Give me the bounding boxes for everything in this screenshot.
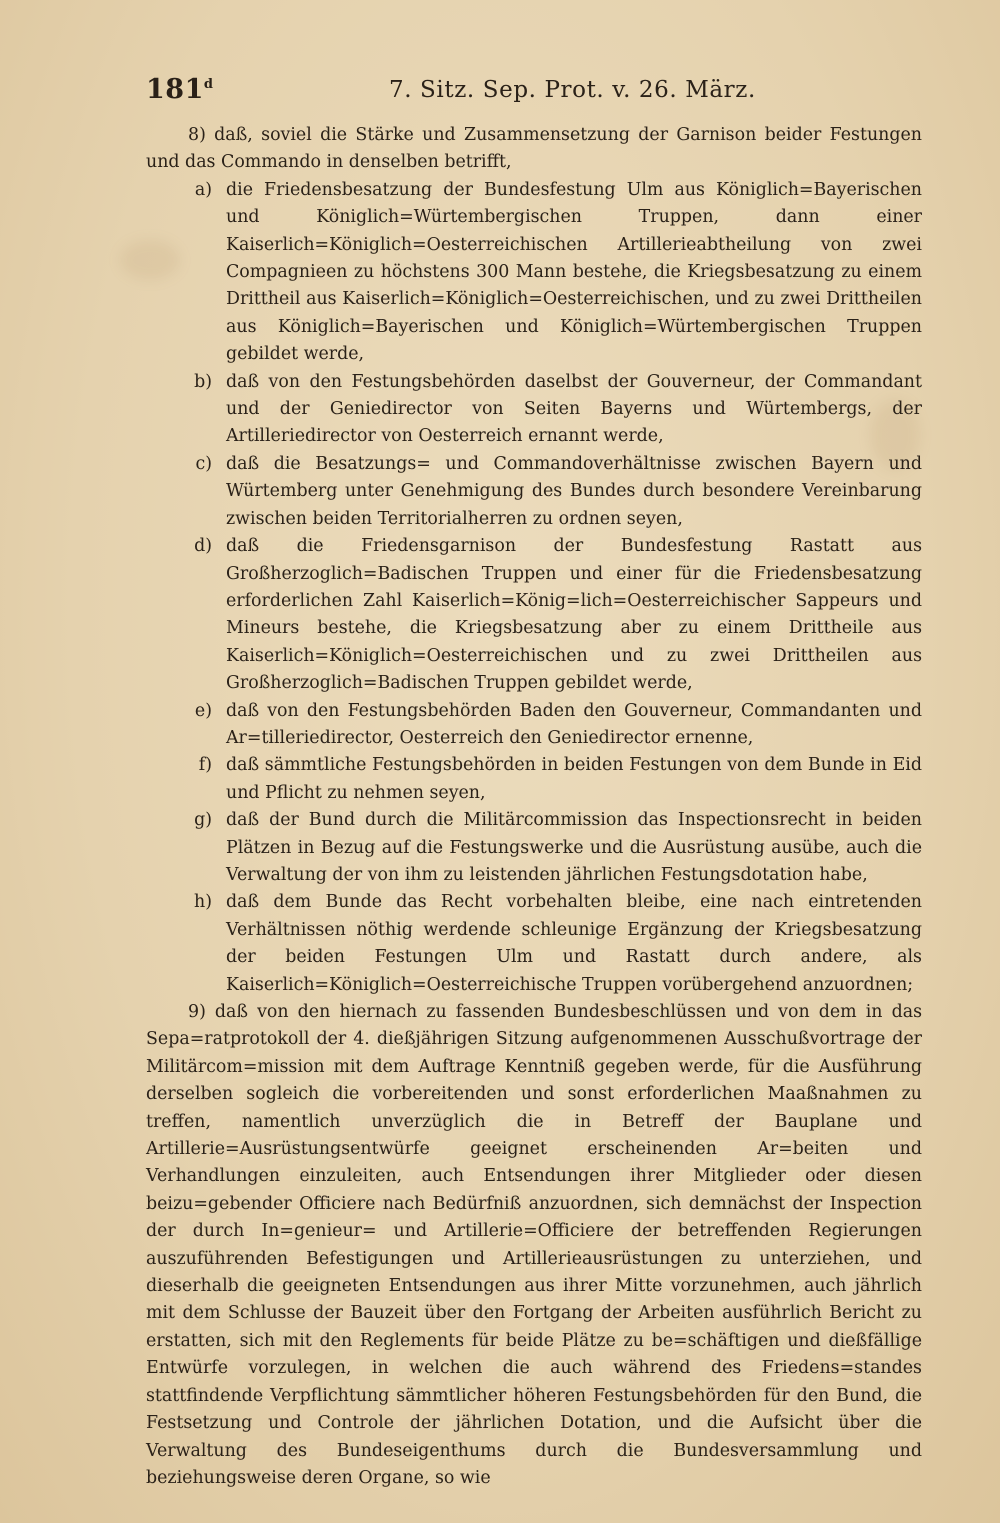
list-marker: c) <box>195 453 212 474</box>
list-marker: d) <box>194 536 212 557</box>
list-item-text: daß sämmtliche Festungsbehörden in beiden Festungen von dem Bunde in Eid und Pflicht zu nehmen seyen, <box>226 755 922 803</box>
list-item-g <box>146 807 922 889</box>
page-header <box>146 74 936 114</box>
list-item-h <box>146 889 922 999</box>
list-item-text: daß von den Festungsbehörden daselbst der Gouverneur, der Commandant und der Geniedirector von Seiten Bayerns und Würtembergs, der Artilleriedirector von Oesterreich ernannt werde, <box>226 371 922 447</box>
body-text <box>146 122 922 1492</box>
list-item-text: daß von den Festungsbehörden Baden den Gouverneur, Commandanten und Ar=tilleriedirector, Oesterreich den Geniedirector ernenne, <box>226 700 922 748</box>
list-item-f <box>146 752 922 807</box>
list-marker: h) <box>194 892 212 913</box>
list-item-text: daß die Besatzungs= und Commandoverhältnisse zwischen Bayern und Würtemberg unter Genehmigung des Bundes durch besondere Vereinbarung zwischen beiden Territorialherren zu ordnen seyen, <box>226 453 922 529</box>
paragraph-9: 9) daß von den hiernach zu fassenden Bundesbeschlüssen und von dem in das Sepa=ratprotokoll der 4. dießjährigen Sitzung aufgenommenen Ausschußvortrage der Militärcom=mission mit dem Auftrage Kenntniß gegeben werde, für die Ausführung derselben sogleich die vorbereitenden und sonst erforderlichen Maaßnahmen zu treffen, namentlich unverzüglich die in Betreff der Bauplane und Artillerie=Ausrüstungsentwürfe geeignet erscheinenden Ar=beiten und Verhandlungen einzuleiten, auch Entsendungen ihrer Mitglieder oder diesen beizu=gebender Officiere nach Bedürfniß anzuordnen, sich demnächst der Inspection der durch In=genieur= und Artillerie=Officiere der betreffenden Regierungen auszuführenden Befestigungen und Artillerieausrüstungen zu unterziehen, und dieserhalb die geeigneten Entsendungen aus ihrer Mitte vorzunehmen, auch jährlich mit dem Schlusse der Bauzeit über den Fortgang der Arbeiten ausführlich Bericht zu erstatten, sich mit den Reglements für beide Plätze zu be=schäftigen und dießfällige Entwürfe vorzulegen, in welchen die auch während des Friedens=standes stattfindende Verpflichtung sämmtlicher höheren Festungsbehörden für den Bund, die Festsetzung und Controle der jährlichen Dotation, und die Aufsicht über die Verwaltung des Bundeseigenthums durch die Bundesversammlung und beziehungsweise deren Organe, so wie <box>146 1002 922 1488</box>
list-marker: b) <box>194 371 212 392</box>
list-marker: g) <box>194 810 212 831</box>
list-item-text: daß die Friedensgarnison der Bundesfestung Rastatt aus Großherzoglich=Badischen Truppen und einer für die Friedensbesatzung erforderlichen Zahl Kaiserlich=König=lich=Oesterreichischer Sappeurs und Mineurs bestehe, die Kriegsbesatzung aber zu einem Drittheile aus Kaiserlich=Königlich=Oesterreichischen und zu zwei Drittheilen aus Großherzoglich=Badischen Truppen gebildet werde, <box>226 536 922 694</box>
list-item-text: daß dem Bunde das Recht vorbehalten bleibe, eine nach eintretenden Verhältnissen nöthig werdende schleunige Ergänzung der Kriegsbesatzung der beiden Festungen Ulm und Rastatt durch andere, als Kaiserlich=Königlich=Oesterreichische Truppen vorübergehend anzuordnen; <box>226 892 922 995</box>
list-marker: a) <box>194 179 212 200</box>
list-item-b <box>146 369 922 451</box>
list-marker: e) <box>194 700 212 721</box>
list-item-a <box>146 177 922 369</box>
list-item-text: daß der Bund durch die Militärcommission das Inspectionsrecht in beiden Plätzen in Bezug auf die Festungswerke und die Ausrüstung ausübe, auch die Verwaltung der von ihm zu leistenden jährlichen Festungsdotation habe, <box>226 810 922 885</box>
list-item-c <box>146 451 922 533</box>
running-head: 7. Sitz. Sep. Prot. v. 26. März. <box>389 77 756 103</box>
list-item-d <box>146 533 922 697</box>
list-item-e <box>146 698 922 753</box>
list-marker: f) <box>198 755 212 776</box>
paragraph-8-intro: 8) daß, soviel die Stärke und Zusammensetzung der Garnison beider Festungen und das Commando in denselben betrifft, <box>146 125 922 173</box>
page-number: 181$^d$ <box>146 74 214 105</box>
list-item-text: die Friedensbesatzung der Bundesfestung Ulm aus Königlich=Bayerischen und Königlich=Würtembergischen Truppen, dann einer Kaiserlich=Königlich=Oesterreichischen Artillerieabtheilung von zwei Compagnieen zu höchstens 300 Mann bestehe, die Kriegsbesatzung zu einem Drittheil aus Kaiserlich=Königlich=Oesterreichischen, und zu zwei Drittheilen aus Königlich=Bayerischen und Königlich=Würtembergischen Truppen gebildet werde, <box>226 179 922 365</box>
